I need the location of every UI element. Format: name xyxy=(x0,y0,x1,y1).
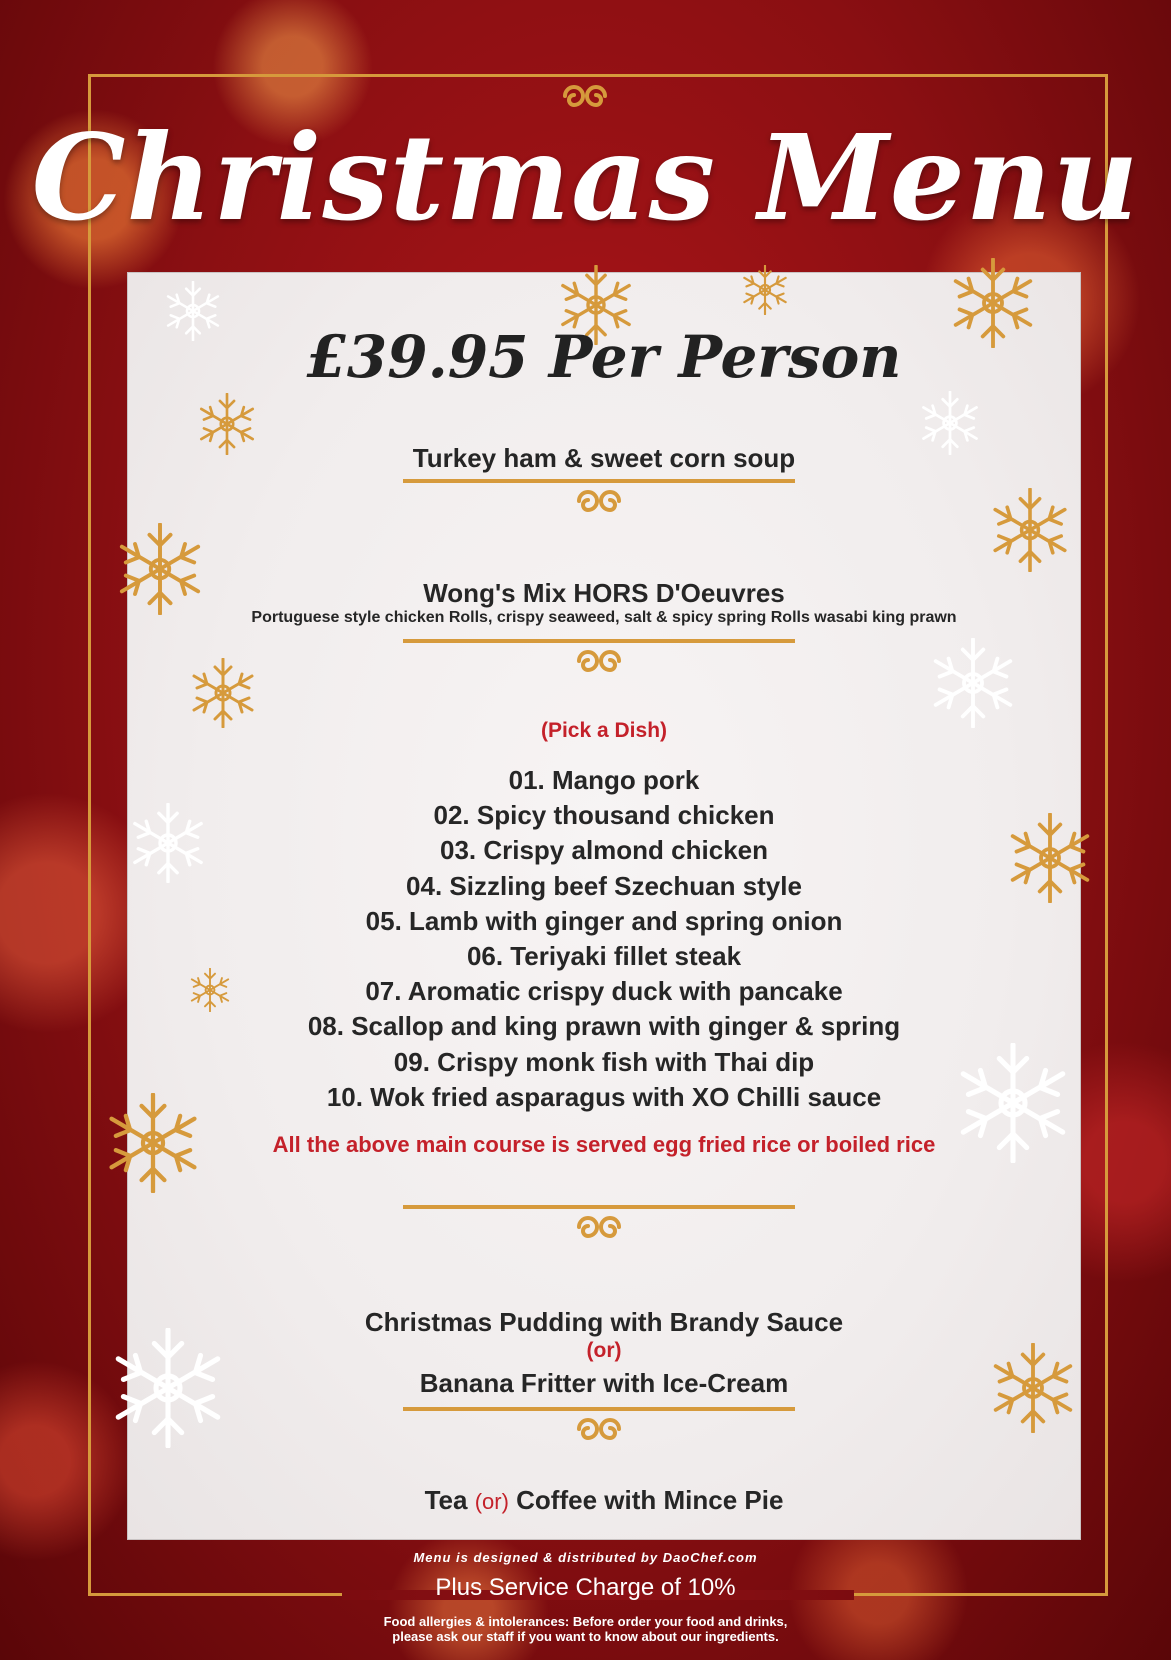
hors-doeuvres-description: Portuguese style chicken Rolls, crispy seaweed, salt & spicy spring Rolls wasabi king prawn xyxy=(251,609,957,626)
list-item: 06. Teriyaki fillet steak xyxy=(466,941,742,972)
swirl-divider-icon xyxy=(403,637,795,677)
pick-a-dish-label: (Pick a Dish) xyxy=(540,719,668,742)
main-course-note: All the above main course is served egg fried rice or boiled rice xyxy=(272,1132,936,1157)
snowflake-icon xyxy=(188,658,258,728)
list-item: 09. Crispy monk fish with Thai dip xyxy=(393,1046,815,1077)
allergy-line: Food allergies & intolerances: Before order your food and drinks, xyxy=(383,1614,788,1629)
designer-credit: Menu is designed & distributed by DaoChef.com xyxy=(413,1550,758,1565)
allergy-line: please ask our staff if you want to know about our ingredients. xyxy=(392,1629,779,1644)
swirl-divider-icon xyxy=(403,1405,795,1445)
list-item: 10. Wok fried asparagus with XO Chilli sauce xyxy=(326,1081,882,1112)
service-charge: Plus Service Charge of 10% xyxy=(435,1574,736,1601)
list-item: 05. Lamb with ginger and spring onion xyxy=(365,905,843,936)
swirl-divider-icon xyxy=(403,1203,795,1243)
dessert-option-fritter: Banana Fritter with Ice-Cream xyxy=(419,1368,789,1398)
list-item: 04. Sizzling beef Szechuan style xyxy=(406,870,802,901)
drinks-line xyxy=(128,1485,1080,1516)
price-per-person: £39.95 Per Person xyxy=(306,323,902,391)
snowflake-icon xyxy=(988,488,1072,572)
main-dish-list xyxy=(128,763,1080,1115)
hors-doeuvres-title: Wong's Mix HORS D'Oeuvres xyxy=(423,578,785,608)
list-item: 02. Spicy thousand chicken xyxy=(433,800,775,831)
menu-title: Christmas Menu xyxy=(31,108,1140,247)
dessert-or: (or) xyxy=(586,1339,622,1362)
snowflake-icon xyxy=(928,638,1018,728)
list-item: 03. Crispy almond chicken xyxy=(439,835,768,866)
menu-panel xyxy=(127,272,1081,1540)
soup-course: Turkey ham & sweet corn soup xyxy=(412,443,796,473)
dessert-option-pudding: Christmas Pudding with Brandy Sauce xyxy=(364,1307,844,1337)
list-item: 08. Scallop and king prawn with ginger & spring xyxy=(307,1011,901,1042)
swirl-divider-icon xyxy=(403,477,795,517)
drinks-or: (or) xyxy=(474,1489,509,1514)
drink-tea: Tea xyxy=(424,1485,468,1515)
drink-coffee: Coffee with Mince Pie xyxy=(516,1485,784,1515)
list-item: 01. Mango pork xyxy=(508,765,700,795)
list-item: 07. Aromatic crispy duck with pancake xyxy=(365,976,843,1007)
snowflake-icon xyxy=(740,265,790,315)
allergy-notice xyxy=(0,1614,1171,1644)
